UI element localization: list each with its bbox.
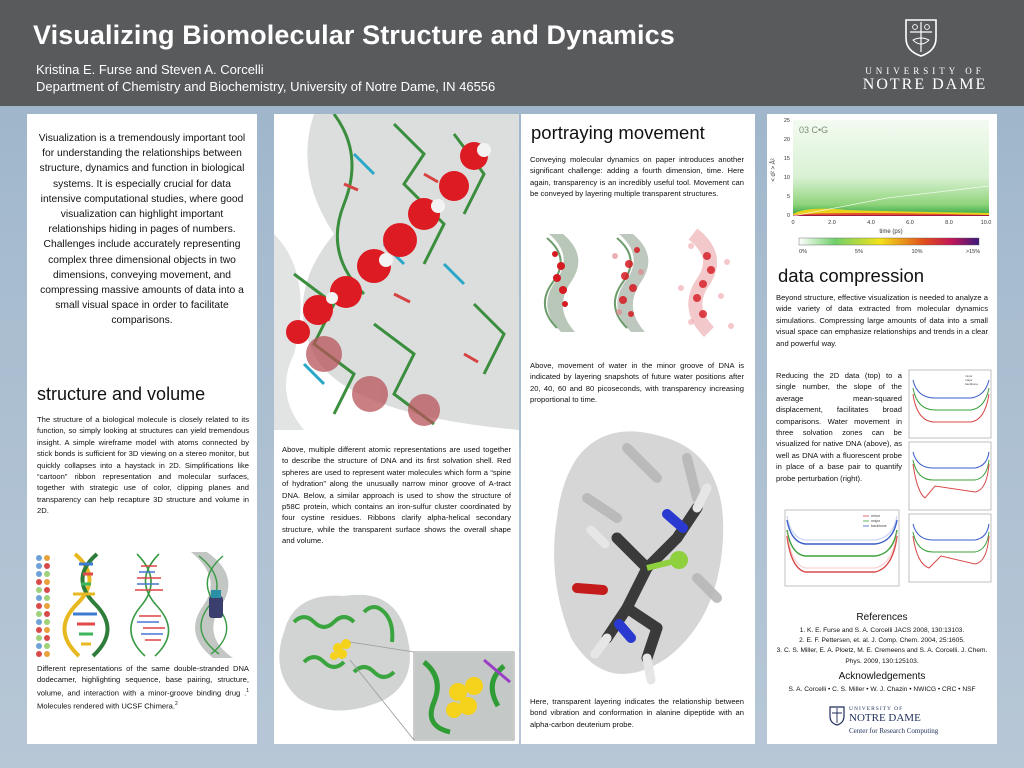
- heatmap-x-tick: 4.0: [867, 220, 875, 226]
- structure-body: The structure of a biological molecule is closely related to its function, so simply looking at structures can yield tremendous insight. A simple wireframe model with atoms connected by stick bonds is sufficient for 3D viewing on a stereo monitor, but quickly collapses into a haystack in 2D. Simplifications like “cartoon” ribbon representation and molecular surfaces, together with strategic use of color, clipping planes and transparency can help recapture 3D structure and volume in 2D.: [37, 415, 249, 516]
- reference-item: 3. C. S. Miller, E. A. Ploetz, M. E. Cremeens and S. A. Corcelli. J. Chem. Phys. 2009, 130:125103.: [776, 647, 988, 665]
- heatmap-y-tick: 10: [783, 175, 790, 181]
- stick-helix: [131, 554, 169, 656]
- movement-heading: portraying movement: [531, 122, 705, 143]
- dna-representations-image: [33, 550, 251, 660]
- footer-logo-name: NOTRE DAME: [849, 712, 921, 724]
- ribbon-helix: [64, 554, 107, 656]
- intro-text: Visualization is a tremendously important tool for understanding the relationships between structure, dynamics and function in biological systems. It is especially crucial for data intensive computational studies, where good visualization can highlight important relationships hiding in pages of numbers. Challenges include accurately representing complex three dimensional objects in two dimensions, conveying movement, and compressing massive amounts of data into a small visual space in order to facilitate comparisons.: [38, 133, 246, 327]
- heatmap-x-label: time (ps): [879, 229, 903, 235]
- probe-perturbation-charts: [905, 368, 993, 586]
- intro-structure-panel: [27, 114, 257, 744]
- msd-chart-legend: major: [871, 519, 880, 523]
- heatmap-y-tick: 25: [783, 118, 790, 124]
- heatmap-x-tick: 8.0: [945, 220, 953, 226]
- colorbar-tick: 5%: [855, 249, 863, 255]
- footer-logo-university: UNIVERSITY OF: [849, 706, 904, 712]
- water-movement-image: [531, 226, 747, 338]
- heatmap-y-tick: 0: [786, 213, 790, 219]
- msd-heatmap: [767, 114, 997, 260]
- structure-images-panel: [274, 114, 519, 744]
- references-title: References: [856, 612, 908, 623]
- middle-caption: Above, multiple different atomic representations are used together to describe the structure of DNA and its first solvation shell. Red spheres are used to represent water molecules which form a “spine of hydration” along the unusually narrow minor groove of A-tract DNA. Below, a similar approach is used to show the structure of p58C protein, which contains an iron-sulfur cluster coordinated by four cystine residues. Ribbons clarify alpha-helical secondary structure, while the transparent surface shows the overall shape and volume.: [282, 445, 511, 546]
- movement-panel: [521, 114, 755, 744]
- structure-caption-ref-2: 2: [175, 700, 178, 707]
- colorbar-tick: >15%: [965, 249, 981, 255]
- heatmap-x-tick: 10.0: [980, 220, 992, 226]
- compression-heading: data compression: [778, 265, 925, 286]
- references-list: [775, 626, 989, 667]
- notre-dame-logo: [850, 18, 1000, 98]
- shield-icon: [904, 18, 938, 58]
- protein-structure-image: [274, 582, 519, 744]
- helix-snapshot-1: [545, 234, 578, 332]
- structure-caption: [37, 663, 249, 712]
- alanine-caption: Here, transparent layering indicates the relationship between bond vibration and conformation in alanine dipeptide with an alpha-carbon deuterium probe.: [530, 697, 744, 729]
- center-research-computing-logo: [829, 706, 959, 740]
- native-dna-msd-chart: [775, 506, 903, 596]
- logo-notre-dame-text: NOTRE DAME: [862, 76, 988, 93]
- structure-caption-text: Different representations of the same double-stranded DNA dodecamer, highlighting sequence, base pairing, structure, volume, and interaction with a minor-groove binding drug .: [37, 664, 249, 698]
- heatmap-y-label: < d² > Å²: [771, 158, 777, 182]
- logo-university-text: UNIVERSITY OF: [865, 66, 985, 76]
- heatmap-x-tick: 2.0: [828, 220, 836, 226]
- footer-logo-center: Center for Research Computing: [849, 727, 939, 735]
- poster-department: Department of Chemistry and Biochemistry, University of Notre Dame, IN 46556: [36, 79, 496, 94]
- colorbar-tick: 10%: [911, 249, 923, 255]
- probe-chart-legend: minor: [965, 374, 973, 378]
- heatmap-label: 03 C•G: [799, 125, 829, 135]
- heatmap-y-tick: 15: [783, 156, 790, 162]
- heatmap-y-tick: 5: [786, 194, 790, 200]
- msd-chart-legend: backbone: [871, 524, 887, 528]
- structure-caption-ref: 1: [246, 687, 249, 694]
- helix-snapshot-3: [678, 234, 734, 332]
- compression-body-2: Reducing the 2D data (top) to a single number, the slope of the average mean-squared displacement, facilitates broad comparisons. Water movement in three solvation zones can be visualized for native DNA (above), as well as DNA with a fluorescent probe in place of a base pair to quantify probe perturbation (right).: [776, 371, 902, 483]
- poster-authors: Kristina E. Furse and Steven A. Corcelli: [36, 62, 264, 77]
- helix-snapshot-2: [612, 234, 648, 332]
- heatmap-x-tick: 0: [791, 220, 795, 226]
- colorbar-tick: 0%: [799, 249, 807, 255]
- probe-chart-legend: major: [965, 378, 973, 382]
- surface-helix: [191, 552, 233, 658]
- reference-item: 2. E. F. Pettersen, et. al. J. Comp. Chem. 2004, 25:1605.: [799, 637, 965, 645]
- structure-heading: structure and volume: [37, 384, 206, 404]
- compression-panel: [767, 114, 997, 744]
- alanine-dipeptide-image: [547, 418, 739, 690]
- heatmap-x-tick: 6.0: [906, 220, 914, 226]
- msd-chart-legend: minor: [871, 514, 880, 518]
- water-caption: Above, movement of water in the minor groove of DNA is indicated by layering snapshots of future water positions after 20, 40, 60 and 80 picoseconds, with transparency increasing proportional to time.: [530, 361, 744, 405]
- heatmap-y-tick: 20: [783, 137, 790, 143]
- acknowledgements-title: Acknowledgements: [838, 671, 926, 682]
- reference-item: 1. K. E. Furse and S. A. Corcelli JACS 2008, 130:13103.: [799, 627, 965, 634]
- poster-title: Visualizing Biomolecular Structure and Dynamics: [33, 20, 675, 50]
- shield-icon: [829, 706, 845, 726]
- poster-header: [0, 0, 1024, 106]
- structure-caption-text-2: Molecules rendered with UCSF Chimera.: [37, 701, 176, 711]
- dna-solvation-image: [274, 114, 519, 430]
- compression-body: Beyond structure, effective visualization is needed to analyze a wide variety of data extracted from molecular dynamics simulations. Compressing large amounts of data into a small visual space can emphasize relationships and trends in a clear and powerful way.: [776, 293, 988, 348]
- movement-body: Conveying molecular dynamics on paper introduces another significant challenge: adding a fourth dimension, time. Here again, transparency is an incredibly useful tool. Movement can be conveyed by layering multiple transparent structures.: [530, 155, 744, 199]
- probe-chart-legend: backbone: [965, 382, 979, 386]
- acknowledgements-text: S. A. Corcelli • C. S. Miller • W. J. Chazin • NWICG • CRC • NSF: [788, 686, 976, 693]
- sequence-dots: [36, 555, 50, 657]
